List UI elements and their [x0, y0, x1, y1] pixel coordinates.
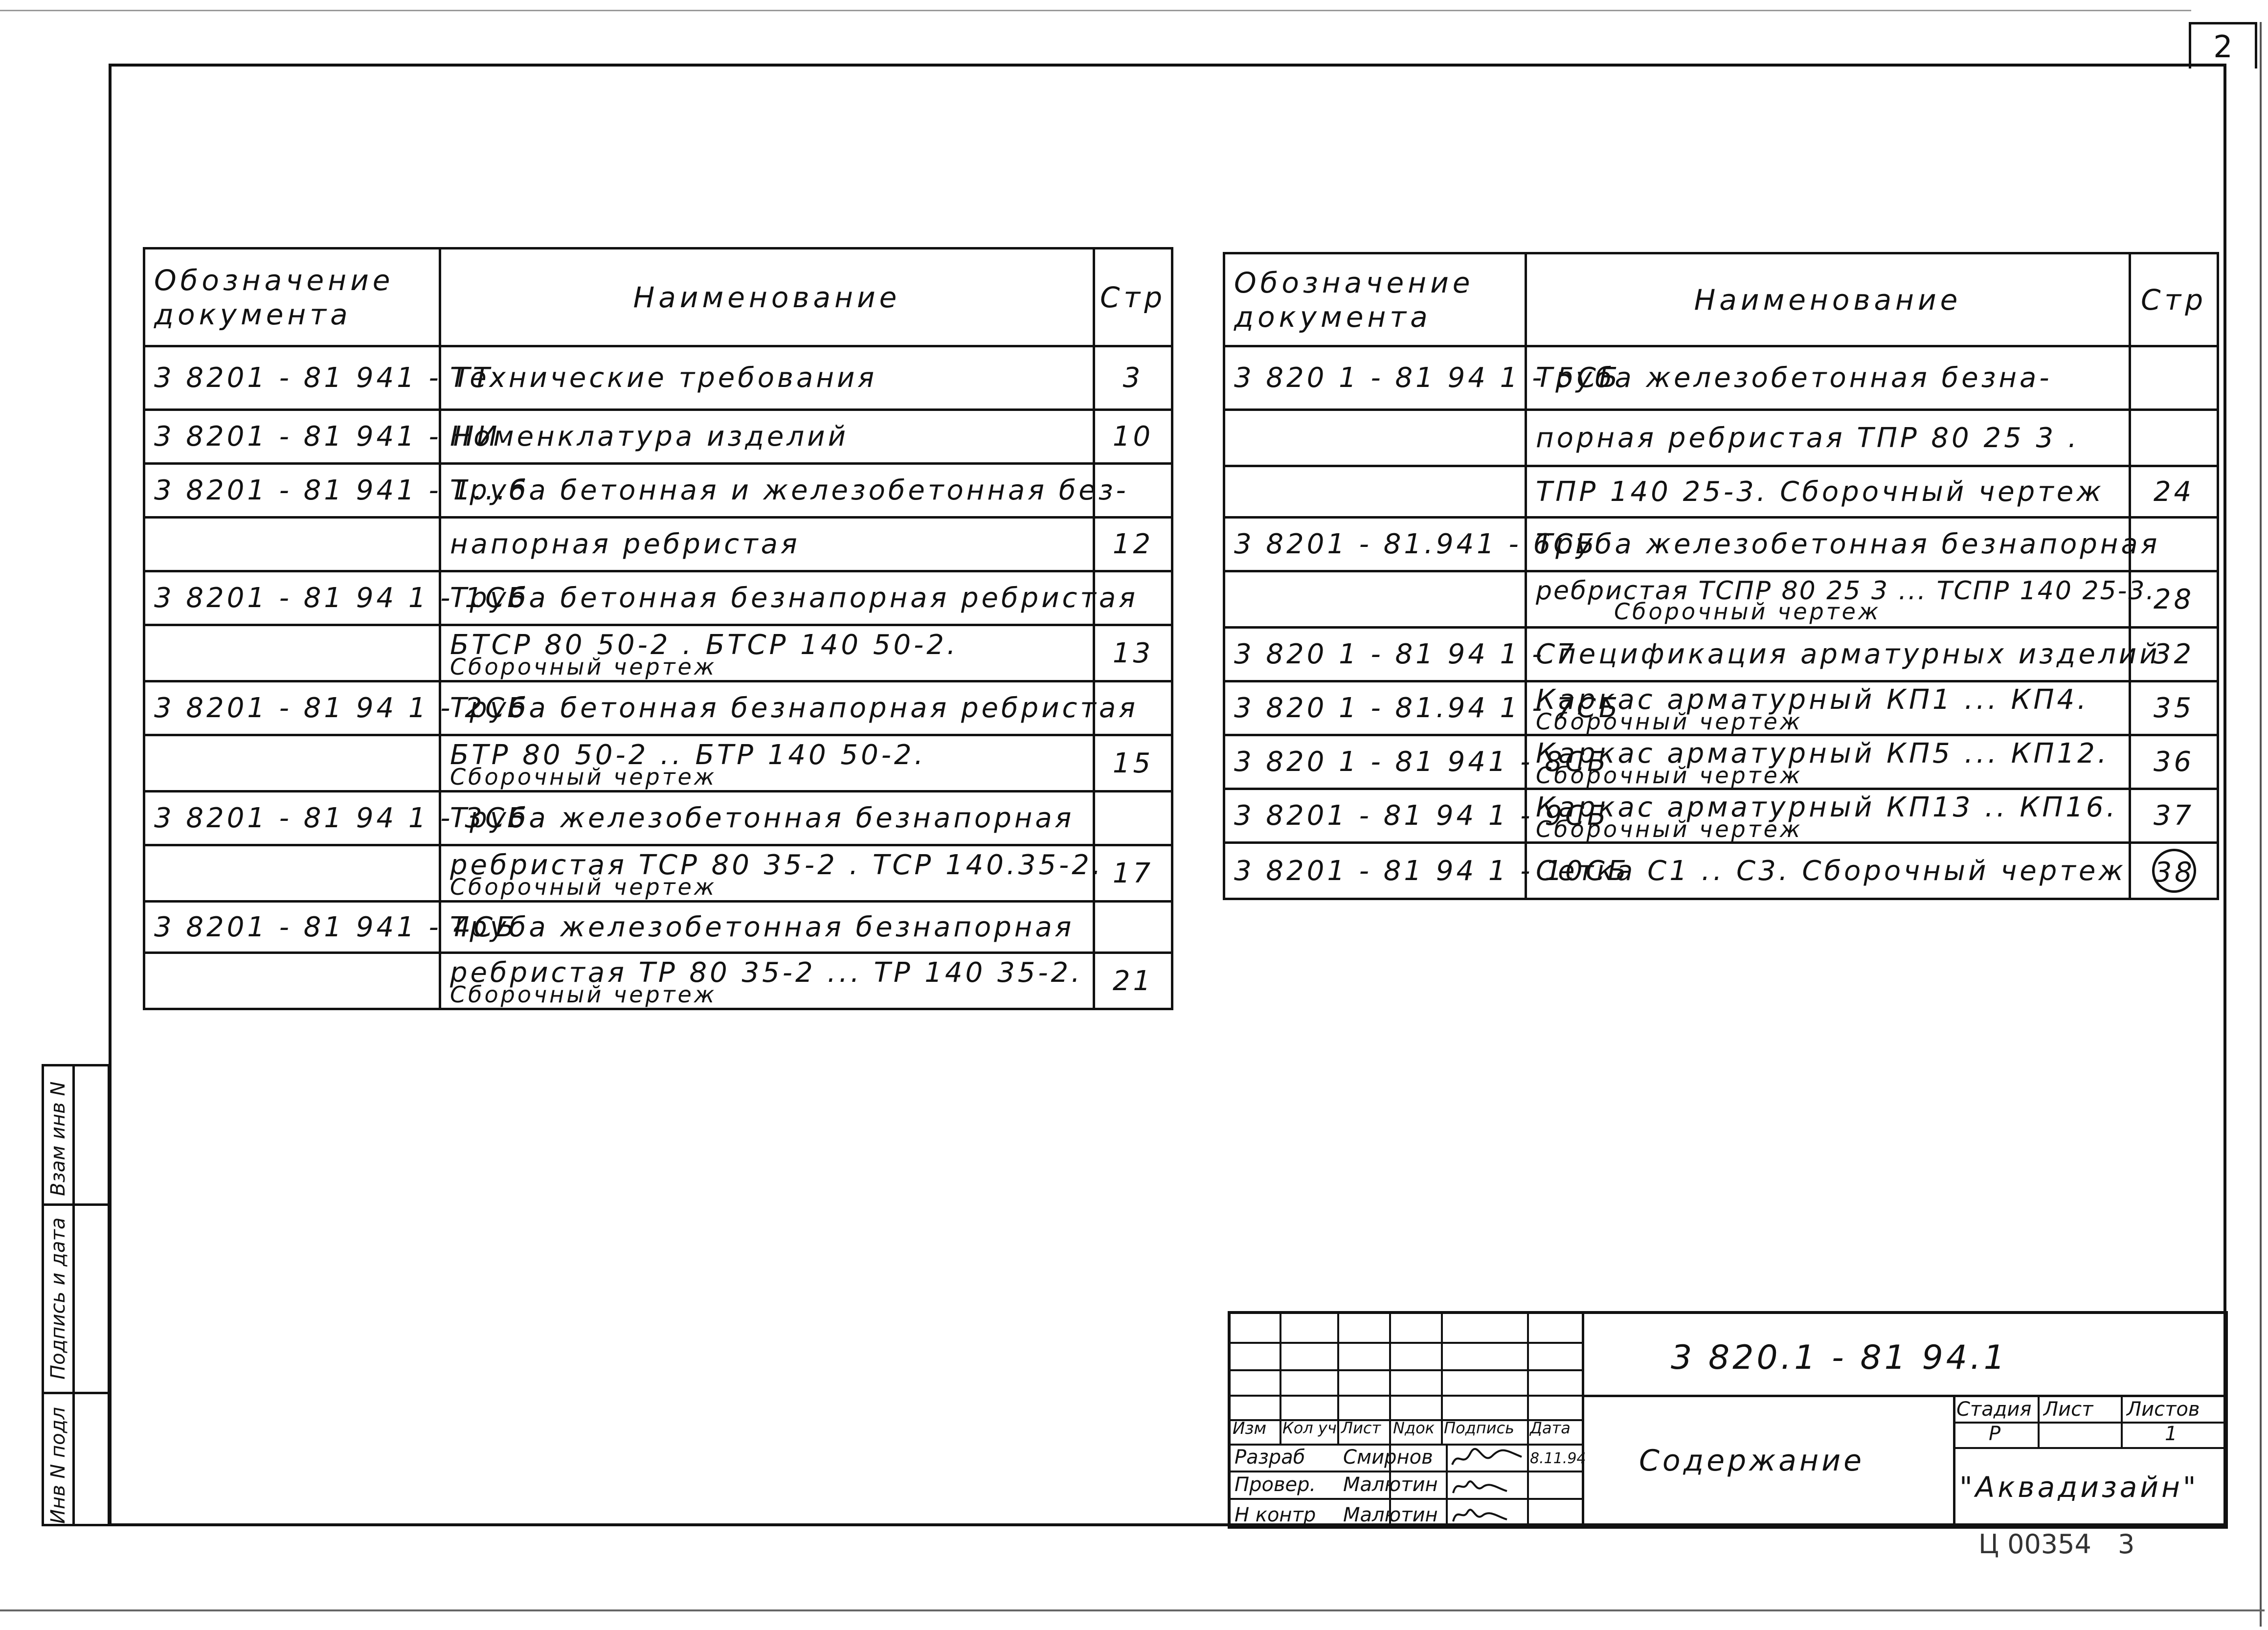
signature-scribble [1448, 1446, 1524, 1471]
row-page: 15 [1094, 735, 1172, 792]
row-name [1526, 789, 2130, 843]
archive-page: 3 [2118, 1529, 2135, 1560]
header-page: Стр [2130, 253, 2218, 346]
tb-grid-line [1389, 1314, 1391, 1529]
tb-person: Малютин [1343, 1504, 1438, 1526]
row-subtitle: Сборочный чертеж [450, 981, 717, 1008]
row-page: 10 [1094, 410, 1172, 464]
row-name-text: БТР 80 50-2 .. БТР 140 50-2. [450, 739, 926, 771]
inv-podl-label: Инв N подл [47, 1407, 69, 1524]
row-designation [1224, 410, 1526, 466]
row-designation: 3 8201 - 81 941 - ТТ [144, 346, 440, 410]
row-page [2130, 843, 2218, 899]
row-name-text: Сетка С1 .. С3. Сборочный чертеж [1536, 855, 2126, 887]
row-name-text: Труба бетонная безнапорная ребристая [450, 692, 1138, 724]
table-row [144, 346, 1172, 410]
table-row [1224, 843, 2218, 899]
row-designation: 3 8201 - 81 941 - НИ [144, 410, 440, 464]
row-name-text: Труба железобетонная безнапорная [450, 911, 1075, 943]
row-name [440, 625, 1094, 681]
tb-role: Провер. [1235, 1473, 1316, 1496]
row-subtitle: Сборочный чертеж [450, 873, 717, 900]
row-name-text: Труба бетонная и железобетонная без- [450, 475, 1129, 506]
sheet-number: 2 [2189, 22, 2257, 68]
document-title: Содержание [1639, 1444, 1865, 1478]
table-row [1224, 346, 2218, 410]
tb-grid-line [1582, 1314, 1584, 1529]
signature-scribble [1448, 1502, 1524, 1526]
tb-grid-line [1953, 1395, 1955, 1529]
row-name [440, 953, 1094, 1009]
row-subtitle: Сборочный чертеж [1536, 816, 1803, 842]
side-stamp-separator [44, 1203, 108, 1206]
row-name [440, 346, 1094, 410]
sheet-value: 1 [2165, 1423, 2178, 1445]
row-page [2130, 410, 2218, 466]
table-row [1224, 628, 2218, 681]
row-page: 28 [2130, 571, 2218, 628]
table-row [1224, 518, 2218, 571]
row-name [440, 681, 1138, 735]
table-header-row [1224, 253, 2218, 346]
row-name [440, 845, 1104, 902]
tb-grid-line [1953, 1447, 2228, 1449]
tb-header-ndok: Nдок [1393, 1419, 1435, 1437]
table-header-row [144, 249, 1172, 346]
tb-header-izm: Изм [1233, 1419, 1267, 1438]
tb-role: Разраб [1235, 1446, 1305, 1469]
table-row [1224, 789, 2218, 843]
row-subtitle: Сборочный чертеж [450, 763, 717, 790]
tb-grid-line [2121, 1395, 2123, 1447]
header-page: Стр [1094, 249, 1172, 346]
side-stamp [42, 1064, 110, 1526]
row-name-text: Каркас арматурный КП5 ... КП12. [1536, 738, 2110, 770]
row-name-text: ребристая ТСПР 80 25 3 ... ТСПР 140 25-3. [1536, 576, 2156, 606]
header-designation: Обозначение документа [1224, 253, 1526, 346]
stage-header: Стадия [1956, 1398, 2032, 1421]
tb-grid-line [1231, 1342, 1582, 1344]
row-page: 32 [2130, 628, 2218, 681]
row-designation: 3 8201 - 81 941 - 1...6 [144, 464, 440, 518]
row-name [1526, 628, 2160, 681]
row-name [1526, 346, 2130, 410]
tb-grid-line [1441, 1314, 1443, 1444]
stage-value: Р [1989, 1423, 2001, 1445]
tb-grid-line [1582, 1395, 2228, 1397]
table-row [144, 571, 1172, 625]
row-page [1094, 792, 1172, 845]
row-designation [1224, 466, 1526, 518]
sheet-trim-bottom [0, 1609, 2265, 1611]
tb-grid-line [1337, 1314, 1339, 1444]
archive-number: Ц 00354 [1978, 1529, 2091, 1560]
row-name [1526, 735, 2130, 789]
row-page: 13 [1094, 625, 1172, 681]
row-name [440, 902, 1094, 953]
tb-grid-line [1231, 1395, 1582, 1397]
header-name: Наименование [440, 249, 1094, 346]
sheet-trim-right [2260, 22, 2262, 1627]
table-row [144, 625, 1172, 681]
row-page: 35 [2130, 681, 2218, 735]
table-row [1224, 410, 2218, 466]
row-name [1526, 571, 2156, 628]
row-subtitle: Сборочный чертеж [1536, 762, 1803, 789]
row-name-text: БТСР 80 50-2 . БТСР 140 50-2. [450, 629, 959, 661]
contents-table-left [143, 247, 1173, 1010]
tb-grid-line [1280, 1314, 1281, 1444]
tb-grid-line [1446, 1444, 1448, 1529]
tb-grid-line [1231, 1471, 1582, 1472]
row-designation: 3 820 1 - 81.94 1 - 7СБ [1224, 681, 1526, 735]
tb-date: 8.11.94 [1530, 1450, 1586, 1467]
title-block [1228, 1311, 2228, 1529]
row-designation [144, 518, 440, 571]
row-name [440, 571, 1138, 625]
row-name-text: Спецификация арматурных изделий [1536, 638, 2160, 670]
side-stamp-separator [44, 1392, 108, 1394]
table-row [144, 464, 1172, 518]
row-name [1526, 518, 2160, 571]
row-name-text: ТПР 140 25-3. Сборочный чертеж [1536, 475, 2104, 508]
row-designation: 3 8201 - 81 94 1 - 10СБ [1224, 843, 1526, 899]
row-designation: 3 8201 - 81 94 1 - 3СБ [144, 792, 440, 845]
table-row [1224, 571, 2218, 628]
row-name-text: порная ребристая ТПР 80 25 3 . [1536, 422, 2080, 454]
sheets-header: Листов [2127, 1398, 2200, 1421]
row-name [1526, 681, 2130, 735]
row-designation: 3 8201 - 81 94 1 - 1СБ [144, 571, 440, 625]
row-designation: 3 820 1 - 81 94 1 - 5СБ [1224, 346, 1526, 410]
table-row [1224, 681, 2218, 735]
row-designation: 3 820 1 - 81 941 - 8СБ [1224, 735, 1526, 789]
tb-person: Смирнов [1343, 1446, 1433, 1469]
table-row [144, 845, 1172, 902]
row-page: 37 [2130, 789, 2218, 843]
tb-grid-line [1231, 1369, 1582, 1371]
row-page: 36 [2130, 735, 2218, 789]
tb-role: Н контр [1235, 1504, 1316, 1526]
sheet-trim-top [0, 10, 2191, 11]
signature-scribble [1448, 1473, 1524, 1498]
row-subtitle: Сборочный чертеж [450, 653, 717, 680]
row-name [1526, 410, 2130, 466]
row-name-text: Каркас арматурный КП13 .. КП16. [1536, 792, 2118, 823]
table-row [1224, 466, 2218, 518]
row-name-text: Труба железобетонная безнапорная [1536, 528, 2160, 560]
tb-grid-line [1231, 1498, 1582, 1500]
row-page: 24 [2130, 466, 2218, 518]
row-name [1526, 843, 2130, 899]
side-stamp-divider [72, 1066, 75, 1524]
tb-grid-line [1527, 1314, 1529, 1529]
row-page: 3 [1094, 346, 1172, 410]
row-name [440, 735, 1094, 792]
table-row [144, 681, 1172, 735]
row-page: 21 [1094, 953, 1172, 1009]
vzam-inv-label: Взам инв N [47, 1081, 69, 1196]
row-name-text: Труба железобетонная безна- [1536, 362, 2052, 394]
table-row [1224, 735, 2218, 789]
row-name [440, 464, 1129, 518]
row-designation: 3 8201 - 81.941 - 6СБ [1224, 518, 1526, 571]
row-subtitle: Сборочный чертеж [1614, 598, 1881, 625]
table-row [144, 792, 1172, 845]
sheet-header: Лист [2043, 1398, 2093, 1421]
podpis-data-label: Подпись и дата [47, 1217, 69, 1380]
row-name-text: Технические требования [450, 362, 877, 394]
row-name-text: Труба бетонная безнапорная ребристая [450, 582, 1138, 614]
header-designation: Обозначение документа [144, 249, 440, 346]
row-designation [144, 953, 440, 1009]
row-name-text: Каркас арматурный КП1 ... КП4. [1536, 684, 2089, 716]
table-row [144, 953, 1172, 1009]
header-name: Наименование [1526, 253, 2130, 346]
tb-header-list: Лист [1341, 1419, 1381, 1437]
document-designation: 3 820.1 - 81 94.1 [1671, 1338, 2008, 1377]
row-name [1526, 466, 2130, 518]
row-name [440, 792, 1094, 845]
row-subtitle: Сборочный чертеж [1536, 708, 1803, 735]
row-page [1094, 902, 1172, 953]
row-name-text: Труба железобетонная безнапорная [450, 802, 1075, 834]
row-name-text: напорная ребристая [450, 528, 800, 560]
row-designation [144, 625, 440, 681]
row-designation [1224, 571, 1526, 628]
table-row [144, 735, 1172, 792]
row-name-text: ребристая ТР 80 35-2 ... ТР 140 35-2. [450, 956, 1083, 989]
tb-header-kol-uch: Кол уч [1282, 1419, 1337, 1437]
row-page: 17 [1094, 845, 1172, 902]
row-page [2130, 346, 2218, 410]
tb-header-data: Дата [1530, 1419, 1571, 1437]
row-name-text: Номенклатура изделий [450, 421, 849, 453]
table-row [144, 902, 1172, 953]
row-name-text: ребристая ТСР 80 35-2 . ТСР 140.35-2. [450, 849, 1104, 881]
tb-grid-line [1231, 1444, 1582, 1446]
row-name [440, 410, 1094, 464]
tb-person: Малютин [1343, 1473, 1438, 1496]
tb-header-podpis: Подпись [1444, 1419, 1514, 1437]
table-row [144, 410, 1172, 464]
row-designation: 3 820 1 - 81 94 1 - 7 [1224, 628, 1526, 681]
row-name [440, 518, 1094, 571]
row-designation: 3 8201 - 81 94 1 - 2СБ [144, 681, 440, 735]
circled-page-number: 38 [2152, 849, 2196, 893]
row-designation [144, 735, 440, 792]
tb-grid-line [2038, 1395, 2040, 1447]
contents-table-right [1223, 252, 2219, 900]
company-name: "Аквадизайн" [1959, 1471, 2199, 1504]
row-designation [144, 845, 440, 902]
row-designation: 3 8201 - 81 94 1 - 9СБ [1224, 789, 1526, 843]
table-row [144, 518, 1172, 571]
row-designation: 3 8201 - 81 941 - 4СБ [144, 902, 440, 953]
row-page: 12 [1094, 518, 1172, 571]
